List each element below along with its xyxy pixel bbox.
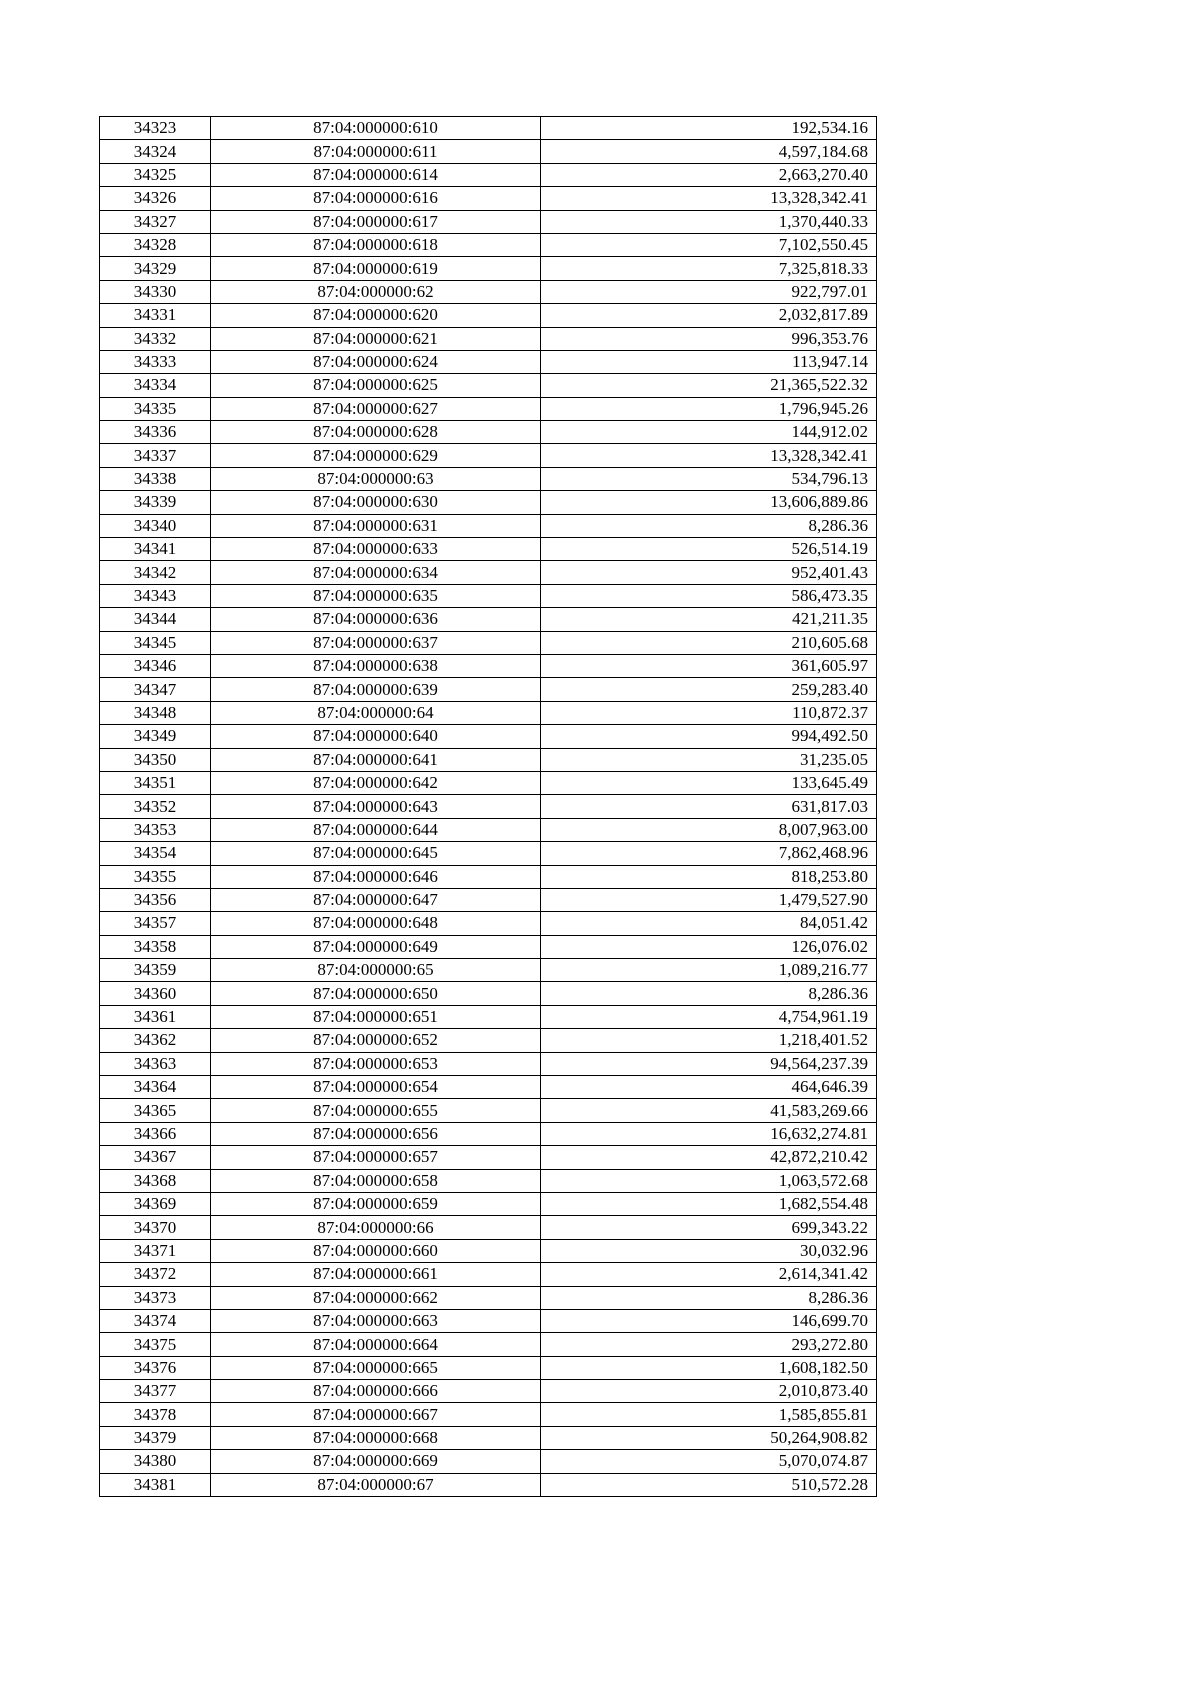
table-row — [100, 233, 877, 256]
table-row — [100, 771, 877, 794]
table-row — [100, 1333, 877, 1356]
row-number-cell: 34367 — [100, 1146, 211, 1169]
value-cell: 1,089,216.77 — [541, 959, 877, 982]
value-cell: 1,796,945.26 — [541, 397, 877, 420]
cadastral-number-cell: 87:04:000000:617 — [211, 210, 541, 233]
value-cell: 699,343.22 — [541, 1216, 877, 1239]
row-number-cell: 34371 — [100, 1239, 211, 1262]
cadastral-number-cell: 87:04:000000:656 — [211, 1122, 541, 1145]
row-number-cell: 34326 — [100, 187, 211, 210]
value-cell: 2,032,817.89 — [541, 304, 877, 327]
table-row — [100, 1263, 877, 1286]
table-row — [100, 491, 877, 514]
cadastral-number-cell: 87:04:000000:650 — [211, 982, 541, 1005]
table-row — [100, 163, 877, 186]
cadastral-number-cell: 87:04:000000:618 — [211, 233, 541, 256]
cadastral-number-cell: 87:04:000000:658 — [211, 1169, 541, 1192]
value-cell: 133,645.49 — [541, 771, 877, 794]
row-number-cell: 34372 — [100, 1263, 211, 1286]
cadastral-number-cell: 87:04:000000:665 — [211, 1356, 541, 1379]
cadastral-number-cell: 87:04:000000:646 — [211, 865, 541, 888]
table-row — [100, 397, 877, 420]
cadastral-number-cell: 87:04:000000:643 — [211, 795, 541, 818]
table-body — [100, 117, 877, 1497]
table-row — [100, 1146, 877, 1169]
row-number-cell: 34361 — [100, 1005, 211, 1028]
row-number-cell: 34354 — [100, 842, 211, 865]
row-number-cell: 34336 — [100, 421, 211, 444]
table-row — [100, 210, 877, 233]
cadastral-number-cell: 87:04:000000:634 — [211, 561, 541, 584]
table-row — [100, 1473, 877, 1496]
cadastral-number-cell: 87:04:000000:664 — [211, 1333, 541, 1356]
row-number-cell: 34328 — [100, 233, 211, 256]
row-number-cell: 34352 — [100, 795, 211, 818]
table-row — [100, 608, 877, 631]
table-row — [100, 584, 877, 607]
table-row — [100, 1239, 877, 1262]
value-cell: 7,862,468.96 — [541, 842, 877, 865]
value-cell: 510,572.28 — [541, 1473, 877, 1496]
table-row — [100, 538, 877, 561]
table-row — [100, 257, 877, 280]
cadastral-number-cell: 87:04:000000:627 — [211, 397, 541, 420]
value-cell: 94,564,237.39 — [541, 1052, 877, 1075]
table-row — [100, 140, 877, 163]
table-row — [100, 865, 877, 888]
value-cell: 13,606,889.86 — [541, 491, 877, 514]
table-row — [100, 117, 877, 140]
table-row — [100, 1169, 877, 1192]
value-cell: 13,328,342.41 — [541, 187, 877, 210]
cadastral-number-cell: 87:04:000000:619 — [211, 257, 541, 280]
value-cell: 2,010,873.40 — [541, 1380, 877, 1403]
cadastral-number-cell: 87:04:000000:631 — [211, 514, 541, 537]
table-row — [100, 631, 877, 654]
row-number-cell: 34343 — [100, 584, 211, 607]
value-cell: 994,492.50 — [541, 725, 877, 748]
cadastral-number-cell: 87:04:000000:660 — [211, 1239, 541, 1262]
data-table — [99, 116, 877, 1497]
row-number-cell: 34366 — [100, 1122, 211, 1145]
cadastral-number-cell: 87:04:000000:668 — [211, 1426, 541, 1449]
row-number-cell: 34370 — [100, 1216, 211, 1239]
row-number-cell: 34375 — [100, 1333, 211, 1356]
cadastral-number-cell: 87:04:000000:642 — [211, 771, 541, 794]
table-row — [100, 467, 877, 490]
row-number-cell: 34363 — [100, 1052, 211, 1075]
table-row — [100, 280, 877, 303]
cadastral-number-cell: 87:04:000000:628 — [211, 421, 541, 444]
table-row — [100, 795, 877, 818]
row-number-cell: 34376 — [100, 1356, 211, 1379]
value-cell: 4,754,961.19 — [541, 1005, 877, 1028]
value-cell: 50,264,908.82 — [541, 1426, 877, 1449]
row-number-cell: 34359 — [100, 959, 211, 982]
value-cell: 8,286.36 — [541, 514, 877, 537]
row-number-cell: 34379 — [100, 1426, 211, 1449]
row-number-cell: 34355 — [100, 865, 211, 888]
cadastral-number-cell: 87:04:000000:629 — [211, 444, 541, 467]
row-number-cell: 34353 — [100, 818, 211, 841]
cadastral-number-cell: 87:04:000000:659 — [211, 1192, 541, 1215]
cadastral-number-cell: 87:04:000000:640 — [211, 725, 541, 748]
table-row — [100, 561, 877, 584]
value-cell: 2,614,341.42 — [541, 1263, 877, 1286]
row-number-cell: 34333 — [100, 350, 211, 373]
table-row — [100, 327, 877, 350]
row-number-cell: 34330 — [100, 280, 211, 303]
table-row — [100, 888, 877, 911]
value-cell: 922,797.01 — [541, 280, 877, 303]
row-number-cell: 34365 — [100, 1099, 211, 1122]
cadastral-number-cell: 87:04:000000:638 — [211, 654, 541, 677]
cadastral-number-cell: 87:04:000000:662 — [211, 1286, 541, 1309]
value-cell: 259,283.40 — [541, 678, 877, 701]
row-number-cell: 34334 — [100, 374, 211, 397]
cadastral-number-cell: 87:04:000000:637 — [211, 631, 541, 654]
cadastral-number-cell: 87:04:000000:620 — [211, 304, 541, 327]
cadastral-number-cell: 87:04:000000:645 — [211, 842, 541, 865]
cadastral-number-cell: 87:04:000000:611 — [211, 140, 541, 163]
value-cell: 7,325,818.33 — [541, 257, 877, 280]
value-cell: 41,583,269.66 — [541, 1099, 877, 1122]
row-number-cell: 34358 — [100, 935, 211, 958]
value-cell: 192,534.16 — [541, 117, 877, 140]
table-row — [100, 818, 877, 841]
value-cell: 293,272.80 — [541, 1333, 877, 1356]
value-cell: 31,235.05 — [541, 748, 877, 771]
value-cell: 8,286.36 — [541, 982, 877, 1005]
cadastral-number-cell: 87:04:000000:641 — [211, 748, 541, 771]
row-number-cell: 34381 — [100, 1473, 211, 1496]
value-cell: 952,401.43 — [541, 561, 877, 584]
cadastral-number-cell: 87:04:000000:654 — [211, 1076, 541, 1099]
row-number-cell: 34340 — [100, 514, 211, 537]
table-row — [100, 982, 877, 1005]
table-row — [100, 1052, 877, 1075]
row-number-cell: 34324 — [100, 140, 211, 163]
row-number-cell: 34337 — [100, 444, 211, 467]
value-cell: 5,070,074.87 — [541, 1450, 877, 1473]
table-row — [100, 1380, 877, 1403]
value-cell: 586,473.35 — [541, 584, 877, 607]
cadastral-number-cell: 87:04:000000:653 — [211, 1052, 541, 1075]
row-number-cell: 34380 — [100, 1450, 211, 1473]
table-row — [100, 1426, 877, 1449]
value-cell: 113,947.14 — [541, 350, 877, 373]
table-row — [100, 1356, 877, 1379]
value-cell: 42,872,210.42 — [541, 1146, 877, 1169]
row-number-cell: 34344 — [100, 608, 211, 631]
table-row — [100, 935, 877, 958]
table-row — [100, 350, 877, 373]
cadastral-number-cell: 87:04:000000:614 — [211, 163, 541, 186]
cadastral-number-cell: 87:04:000000:655 — [211, 1099, 541, 1122]
table-row — [100, 1450, 877, 1473]
cadastral-number-cell: 87:04:000000:651 — [211, 1005, 541, 1028]
row-number-cell: 34356 — [100, 888, 211, 911]
value-cell: 30,032.96 — [541, 1239, 877, 1262]
cadastral-number-cell: 87:04:000000:66 — [211, 1216, 541, 1239]
value-cell: 7,102,550.45 — [541, 233, 877, 256]
cadastral-number-cell: 87:04:000000:625 — [211, 374, 541, 397]
cadastral-number-cell: 87:04:000000:667 — [211, 1403, 541, 1426]
cadastral-number-cell: 87:04:000000:621 — [211, 327, 541, 350]
value-cell: 526,514.19 — [541, 538, 877, 561]
row-number-cell: 34345 — [100, 631, 211, 654]
cadastral-number-cell: 87:04:000000:62 — [211, 280, 541, 303]
cadastral-number-cell: 87:04:000000:624 — [211, 350, 541, 373]
cadastral-number-cell: 87:04:000000:610 — [211, 117, 541, 140]
table-row — [100, 842, 877, 865]
table-row — [100, 1099, 877, 1122]
table-row — [100, 1122, 877, 1145]
value-cell: 1,479,527.90 — [541, 888, 877, 911]
row-number-cell: 34348 — [100, 701, 211, 724]
row-number-cell: 34373 — [100, 1286, 211, 1309]
value-cell: 8,286.36 — [541, 1286, 877, 1309]
cadastral-number-cell: 87:04:000000:635 — [211, 584, 541, 607]
value-cell: 1,063,572.68 — [541, 1169, 877, 1192]
cadastral-number-cell: 87:04:000000:669 — [211, 1450, 541, 1473]
cadastral-number-cell: 87:04:000000:63 — [211, 467, 541, 490]
cadastral-number-cell: 87:04:000000:648 — [211, 912, 541, 935]
table-row — [100, 748, 877, 771]
row-number-cell: 34349 — [100, 725, 211, 748]
value-cell: 144,912.02 — [541, 421, 877, 444]
table-row — [100, 514, 877, 537]
row-number-cell: 34374 — [100, 1309, 211, 1332]
row-number-cell: 34369 — [100, 1192, 211, 1215]
cadastral-number-cell: 87:04:000000:652 — [211, 1029, 541, 1052]
table-row — [100, 304, 877, 327]
table-row — [100, 912, 877, 935]
value-cell: 21,365,522.32 — [541, 374, 877, 397]
value-cell: 1,370,440.33 — [541, 210, 877, 233]
row-number-cell: 34338 — [100, 467, 211, 490]
table-row — [100, 959, 877, 982]
value-cell: 534,796.13 — [541, 467, 877, 490]
row-number-cell: 34342 — [100, 561, 211, 584]
value-cell: 1,608,182.50 — [541, 1356, 877, 1379]
table-row — [100, 1403, 877, 1426]
row-number-cell: 34360 — [100, 982, 211, 1005]
value-cell: 361,605.97 — [541, 654, 877, 677]
cadastral-number-cell: 87:04:000000:647 — [211, 888, 541, 911]
table-row — [100, 1076, 877, 1099]
table-row — [100, 654, 877, 677]
value-cell: 4,597,184.68 — [541, 140, 877, 163]
value-cell: 84,051.42 — [541, 912, 877, 935]
value-cell: 13,328,342.41 — [541, 444, 877, 467]
cadastral-number-cell: 87:04:000000:663 — [211, 1309, 541, 1332]
cadastral-number-cell: 87:04:000000:633 — [211, 538, 541, 561]
value-cell: 996,353.76 — [541, 327, 877, 350]
row-number-cell: 34350 — [100, 748, 211, 771]
value-cell: 8,007,963.00 — [541, 818, 877, 841]
table-row — [100, 1216, 877, 1239]
row-number-cell: 34364 — [100, 1076, 211, 1099]
value-cell: 110,872.37 — [541, 701, 877, 724]
row-number-cell: 34362 — [100, 1029, 211, 1052]
value-cell: 464,646.39 — [541, 1076, 877, 1099]
value-cell: 2,663,270.40 — [541, 163, 877, 186]
row-number-cell: 34327 — [100, 210, 211, 233]
row-number-cell: 34329 — [100, 257, 211, 280]
cadastral-number-cell: 87:04:000000:636 — [211, 608, 541, 631]
cadastral-number-cell: 87:04:000000:65 — [211, 959, 541, 982]
table-row — [100, 1005, 877, 1028]
table-row — [100, 678, 877, 701]
cadastral-number-cell: 87:04:000000:630 — [211, 491, 541, 514]
value-cell: 1,218,401.52 — [541, 1029, 877, 1052]
value-cell: 631,817.03 — [541, 795, 877, 818]
cadastral-number-cell: 87:04:000000:666 — [211, 1380, 541, 1403]
value-cell: 1,682,554.48 — [541, 1192, 877, 1215]
row-number-cell: 34341 — [100, 538, 211, 561]
table-row — [100, 1309, 877, 1332]
row-number-cell: 34325 — [100, 163, 211, 186]
cadastral-number-cell: 87:04:000000:661 — [211, 1263, 541, 1286]
table-row — [100, 701, 877, 724]
cadastral-number-cell: 87:04:000000:67 — [211, 1473, 541, 1496]
table-row — [100, 444, 877, 467]
table-row — [100, 1029, 877, 1052]
cadastral-number-cell: 87:04:000000:616 — [211, 187, 541, 210]
value-cell: 421,211.35 — [541, 608, 877, 631]
cadastral-number-cell: 87:04:000000:644 — [211, 818, 541, 841]
row-number-cell: 34332 — [100, 327, 211, 350]
value-cell: 818,253.80 — [541, 865, 877, 888]
value-cell: 126,076.02 — [541, 935, 877, 958]
cadastral-number-cell: 87:04:000000:64 — [211, 701, 541, 724]
value-cell: 1,585,855.81 — [541, 1403, 877, 1426]
value-cell: 16,632,274.81 — [541, 1122, 877, 1145]
cadastral-number-cell: 87:04:000000:649 — [211, 935, 541, 958]
row-number-cell: 34339 — [100, 491, 211, 514]
value-cell: 146,699.70 — [541, 1309, 877, 1332]
row-number-cell: 34368 — [100, 1169, 211, 1192]
table-row — [100, 1192, 877, 1215]
cadastral-number-cell: 87:04:000000:657 — [211, 1146, 541, 1169]
row-number-cell: 34377 — [100, 1380, 211, 1403]
row-number-cell: 34331 — [100, 304, 211, 327]
table-row — [100, 421, 877, 444]
row-number-cell: 34357 — [100, 912, 211, 935]
row-number-cell: 34335 — [100, 397, 211, 420]
table-row — [100, 374, 877, 397]
row-number-cell: 34323 — [100, 117, 211, 140]
cadastral-number-cell: 87:04:000000:639 — [211, 678, 541, 701]
table-row — [100, 1286, 877, 1309]
row-number-cell: 34347 — [100, 678, 211, 701]
value-cell: 210,605.68 — [541, 631, 877, 654]
table-row — [100, 187, 877, 210]
row-number-cell: 34346 — [100, 654, 211, 677]
table-row — [100, 725, 877, 748]
row-number-cell: 34378 — [100, 1403, 211, 1426]
row-number-cell: 34351 — [100, 771, 211, 794]
